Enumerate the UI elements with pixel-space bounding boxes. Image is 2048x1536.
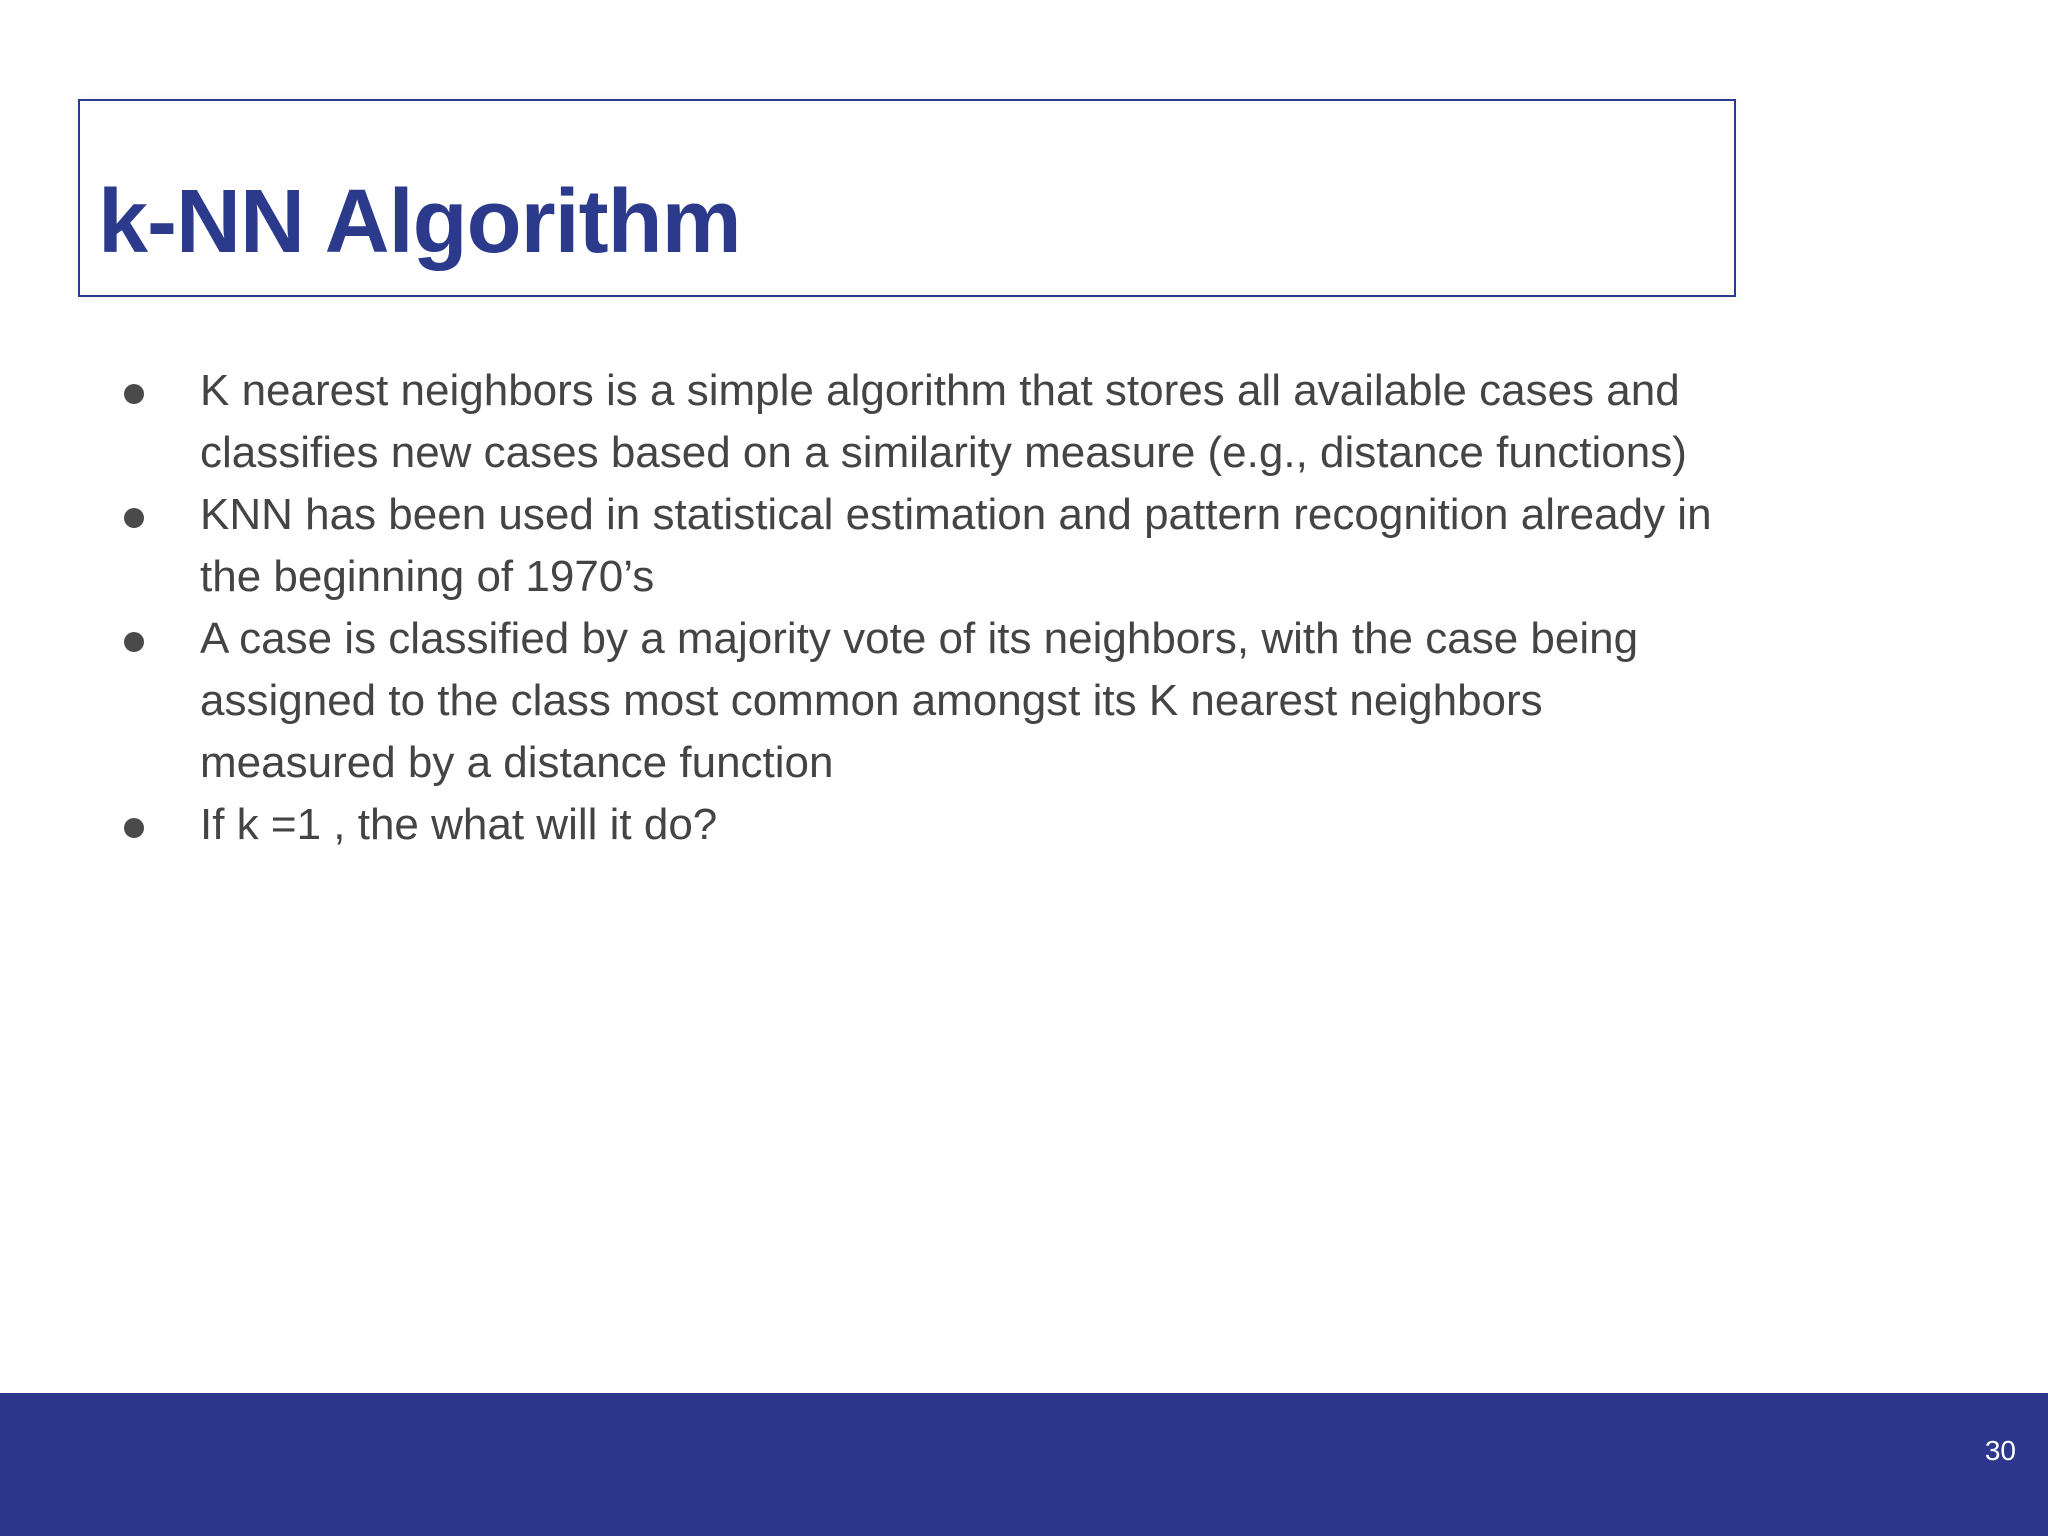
bullet-text: K nearest neighbors is a simple algorithm that stores all available cases and classifies new cases based on a similarity measure (e.g., distance functions) bbox=[200, 366, 1687, 477]
bullet-icon bbox=[124, 632, 144, 652]
bullet-item bbox=[0, 794, 1740, 856]
bullet-list bbox=[0, 360, 1800, 856]
title-box bbox=[78, 99, 1736, 297]
bullet-text: If k =1 , the what will it do? bbox=[200, 800, 718, 849]
bullet-icon bbox=[124, 818, 144, 838]
bullet-item bbox=[0, 608, 1740, 794]
bullet-icon bbox=[124, 508, 144, 528]
bullet-item bbox=[0, 484, 1740, 608]
footer-bar bbox=[0, 1393, 2048, 1536]
bullet-icon bbox=[124, 384, 144, 404]
slide-title: k-NN Algorithm bbox=[98, 172, 741, 272]
bullet-text: KNN has been used in statistical estimation and pattern recognition already in the beginning of 1970’s bbox=[200, 490, 1712, 601]
bullet-item bbox=[0, 360, 1740, 484]
bullet-text: A case is classified by a majority vote of its neighbors, with the case being assigned to the class most common amongst its K nearest neighbors measured by a distance function bbox=[200, 614, 1639, 787]
page-number: 30 bbox=[1984, 1435, 2016, 1466]
